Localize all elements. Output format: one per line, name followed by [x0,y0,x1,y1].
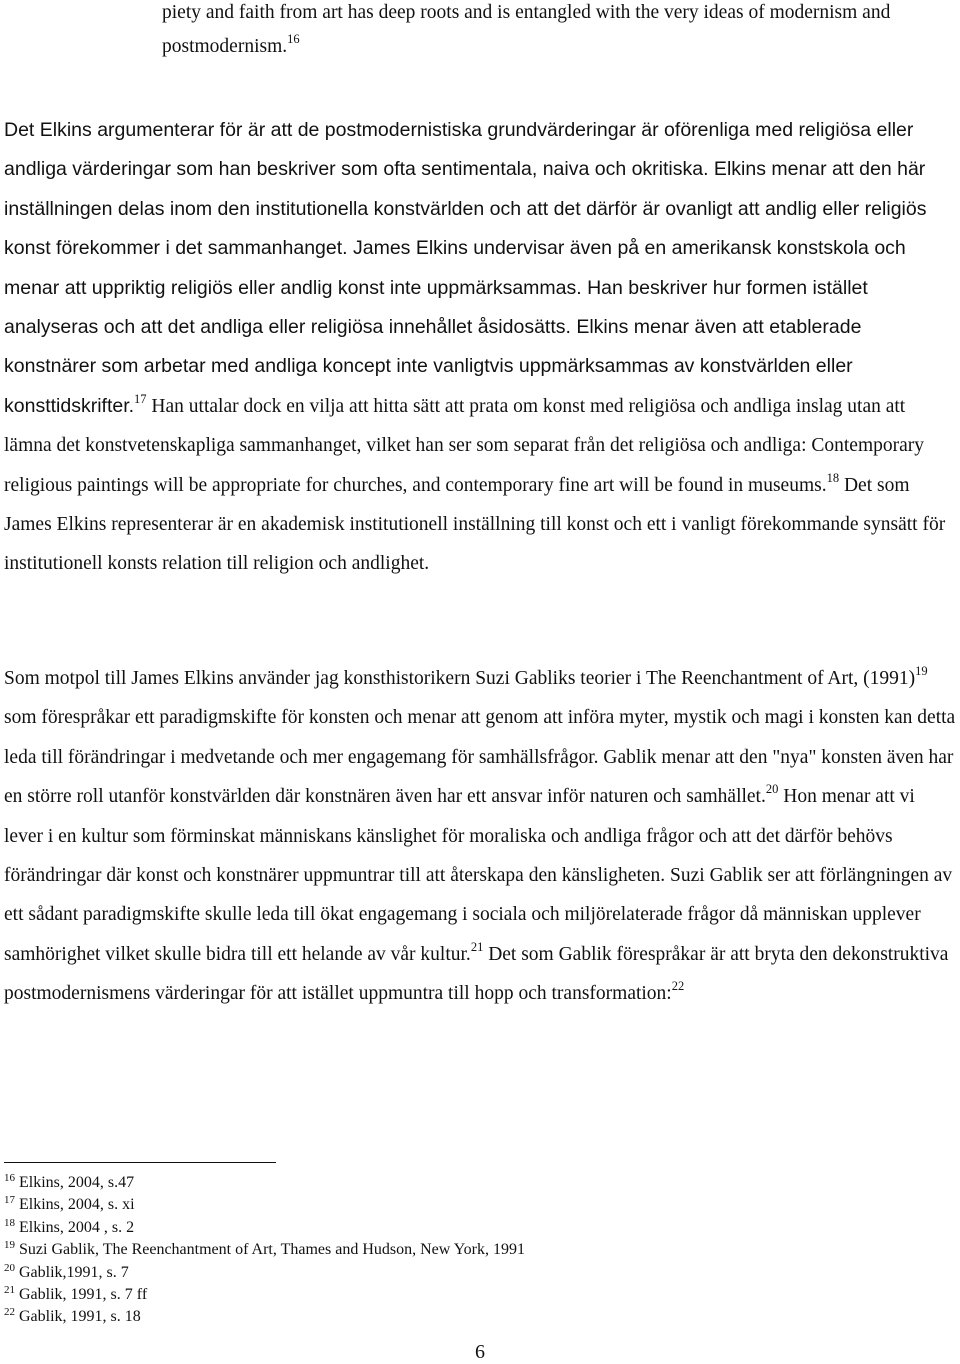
footnote-number: 16 [4,1172,15,1184]
footnotes [4,1172,904,1329]
footnote [4,1284,904,1306]
footnote-number: 20 [4,1261,15,1274]
footnote-ref-21: 21 [470,939,484,954]
footnote [4,1172,904,1194]
paragraph-text: Som motpol till James Elkins använder jag konsthistorikern Suzi Gabliks teorier i [4,668,646,689]
paragraph-text: Det Elkins argumenterar för är att de postmodernistiska grundvärderingar är oförenliga med religiösa eller andliga värderingar som han beskriver som ofta sentimentala, naiva och okritiska. Elkins menar att den här inställningen delas inom den institutionella konstvärlden och att det därför är ovanligt att andlig eller religiös konst förekommer i det sammanhanget. James Elkins undervisar även på en amerikansk konstskola och menar att uppriktig religiös eller andlig konst inte uppmärksammas. Han beskriver hur formen istället analyseras och att det andliga eller religiösa innehållet åsidosätts. Elkins menar även att etablerade konstnärer som arbetar med andliga koncept inte vanligtvis uppmärksammas av konstvärlden eller konsttidskrifter. [4,119,927,417]
quote-text: piety and faith from art has deep roots and is entangled with the very ideas of modernism and postmodernism. [162,2,891,57]
footnote [4,1306,904,1328]
inline-quote: Contemporary religious paintings will be appropriate for churches, and contemporary fine art will be found in museums. [4,435,925,496]
footnote-ref-16: 16 [287,32,300,46]
footnote-text: Gablik, 1991, s. 7 ff [15,1286,148,1304]
footnote-text: Gablik, 1991, s. 18 [15,1308,141,1326]
book-title: The Reenchantment of Art [645,668,854,689]
footnote-text: Elkins, 2004 , s. 2 [15,1218,135,1236]
footnote [4,1217,904,1239]
footnote-number: 22 [4,1306,15,1319]
footnote-ref-18: 18 [826,470,840,485]
footnote-number: 21 [4,1284,15,1297]
footnote-number: 18 [4,1216,15,1229]
paragraph-gablik [4,659,956,1014]
footnote-ref-22: 22 [671,979,685,994]
paragraph-text: Han uttalar dock en vilja att hitta sätt att prata om konst med religiösa och andliga inslag utan att lämna det konstvetenskapliga sammanhanget, vilket han ser som separat från det religiösa och andliga: [4,395,906,457]
paragraph-text: som förespråkar ett paradigmskifte för konsten och menar att genom att införa myter, mystik och magi i konsten kan detta leda till förändringar i medvetande och mer engagemang för samhällsfrågor. Gablik menar att den "nya" konsten även har en större roll utanför konstvärlden där konstnären även har ett ansvar inför naturen och samhället. [4,707,956,808]
paragraph-text: Hon menar att vi lever i en kultur som förminskat människans känslighet för moraliska och andliga frågor och att det därför behövs förändringar där konst och konstnärer uppmuntrar till att återskapa den känsligheten. Suzi Gablik ser att förlängningen av ett sådant paradigmskifte skulle leda till ökat engagemang i sociala och miljörelaterade frågor då människan upplever samhörighet vilket skulle bidra till ett helande av vår kultur. [4,786,953,965]
footnote-text: Gablik,1991, s. 7 [15,1263,129,1281]
footnote [4,1239,904,1261]
block-quote-continuation [162,0,922,64]
paragraph-text: Det som James Elkins representerar är en akademisk institutionell inställning till konst och ett i vanligt förekommande synsätt för institutionell konsts relation till religion och andlighet. [4,474,946,575]
footnote-text: Elkins, 2004, s.47 [15,1174,135,1191]
paragraph-elkins [4,111,956,584]
footnote-separator [4,1162,276,1163]
footnote-ref-20: 20 [765,782,779,797]
footnote-ref-17: 17 [134,391,147,406]
footnote-number: 19 [4,1239,15,1252]
footnote [4,1262,904,1284]
paragraph-text: , (1991) [853,668,916,689]
page-number: 6 [475,1341,485,1363]
footnote-text: Elkins, 2004, s. xi [15,1196,135,1214]
footnote-ref-19: 19 [915,664,928,678]
footnote-text: Suzi Gablik, The Reenchantment of Art, Thames and Hudson, New York, 1991 [15,1241,526,1259]
footnote-number: 17 [4,1194,15,1207]
footnote [4,1194,904,1216]
paragraph-text: Det som Gablik förespråkar är att bryta den dekonstruktiva postmodernismens värderingar för att istället uppmuntra till hopp och transformation: [4,943,949,1005]
